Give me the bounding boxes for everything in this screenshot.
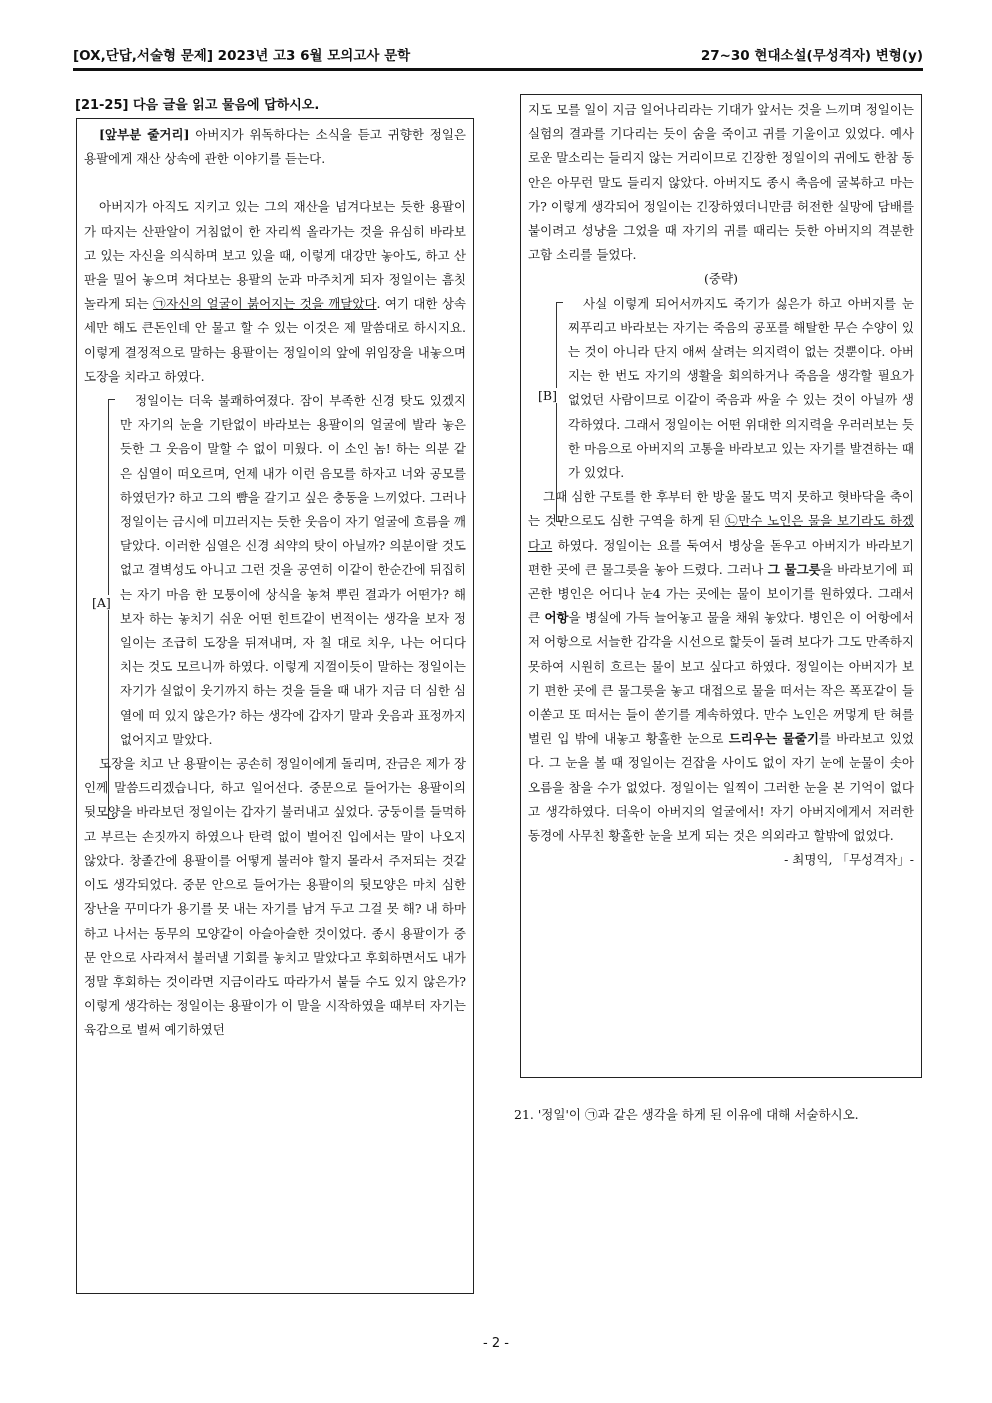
para2-text-b: 하였다. 정일이는 요를 둑여서 병상을 돋우고 아버지가 바라보기 편한 곳에 큰 물그릇을 놓아 드렸다. 그러나 [528,537,914,577]
bracket-b-block [538,292,914,486]
para1-text-a: 아버지가 아직도 지키고 있는 그의 재산을 넘겨다보는 듯한 용팔이가 따지는 산판알이 거침없이 한 자리씩 올라가는 것을 유심히 바라보고 있는 자신을 의식하며 보고 있을 때, 이렇게 대강만 놓아도, 하고 산판을 밀어 놓으며 쳐다보는 용팔의 눈과 마주치게 되자 정일이는 흠칫 놀라게 되는 [84,199,466,312]
bracket-b-label: [B] [538,387,557,403]
right-paragraph-1: 지도 모를 일이 지금 일어나리라는 기대가 앞서는 것을 느끼며 정일이는 실험의 결과를 기다리는 듯이 숨을 죽이고 귀를 기울이고 있었다. 예사로운 말소리는 들리지 않는 거리이므로 긴장한 정일이의 귀에도 한참 동안은 아무런 말도 들리지 않았다. 아버지도 종시 축음에 굴복하고 마는가? 이렇게 생각되어 정일이는 긴장하였더니만큼 허전한 실망에 담배를 붙이려고 성냥을 그었을 때 자기의 귀를 때리는 듯한 아버지의 격분한 고함 소리를 들었다. [528,102,914,263]
page-number: - 2 - [483,1336,509,1351]
question-number: 21. [514,1107,534,1122]
header-title: [OX,단답,서술형 문제] 2023년 고3 6월 모의고사 문학 [73,48,411,64]
bracket-a-block [92,389,466,752]
para1-text-b: . 여기 대한 상속세만 해도 큰돈인데 안 물고 할 수 있는 이것은 제 말씀대로 하시지요. 이렇게 결정적으로 말하는 용팔이는 정일이의 앞에 위임장을 내놓으며 도장을 치라고 하였다. [84,296,466,384]
right-paragraph-2 [528,485,914,848]
summary-paragraph [84,123,466,171]
header-rule [73,68,923,71]
bold-water-stream: 드리우는 물줄기 [728,731,819,747]
passage-left-box [76,118,474,1294]
page-header [73,42,923,72]
bracket-b-line [556,302,563,522]
bracket-a-label: [A] [92,595,111,611]
para2-text-e: 를 바라보고 있었다. 그 눈을 볼 때 정일이는 걷잡을 사이도 없이 자기 눈에 눈물이 솟아 오름을 참을 수가 없었다. 정일이는 일찍이 그러한 눈을 본 기억이 없다고 생각하였다. 더욱이 아버지의 얼굴에서! 자기 아버지에게서 저러한 동경에 사무친 황홀한 눈을 보게 되는 것은 의외라고 할밖에 없었다. [528,731,914,844]
bold-fishbowl: 어항 [544,610,569,626]
para2-text-a: 그때 심한 구토를 한 후부터 한 방울 물도 먹지 못하고 혓바닥을 축이는 것만으로도 심한 구역을 하게 된 [528,489,914,529]
summary-label: [앞부분 줄거리] [99,127,190,142]
source-citation: - 최명익, 「무성격자」- [784,852,914,868]
question-text: '정일'이 ㉠과 같은 생각을 하게 된 이유에 대해 서술하시오. [537,1107,859,1122]
para2-text-d: 을 병실에 가득 늘어놓고 물을 채워 놓았다. 병인은 이 어항에서 저 어항으로 서늘한 감각을 시선으로 핥듯이 돌려 보다가 그도 만족하지 못하여 시원히 흐르는 물이 보고 싶다고 하였다. 정일이는 아버지가 보기 편한 곳에 큰 물그릇을 놓고 대접으로 물을 떠서는 작은 폭포같이 들이쏟고 또 떠서는 들이 쏟기를 계속하였다. 만수 노인은 꺼멓게 탄 혀를 벌린 입 밖에 내놓고 황홀한 눈으로 [528,610,914,747]
question-paragraph [514,1103,924,1127]
para2-text-c: 을 바라보기에 피곤한 병인은 어디나 눈4 가는 곳에는 물이 보이기를 원하였다. 그래서 큰 [528,561,914,626]
summary-text: 아버지가 위독하다는 소식을 듣고 귀향한 정일은 용팔에게 재산 상속에 관한 이야기를 듣는다. [84,127,466,167]
underline-nieun: ㉡만수 노인은 물을 보기라도 하겠다고 [528,513,914,553]
header-section: 27~30 현대소설(무성격자) 변형(y) [700,48,923,64]
bracket-b-text: 사실 이렇게 되어서까지도 죽기가 싫은가 하고 아버지를 눈 찌푸리고 바라보는 자기는 죽음의 공포를 해탈한 무슨 수양이 있는 것이 아니라 단지 애써 살려는 의지력이 없는 것뿐이다. 아버지는 한 번도 자기의 생활을 회의하거나 죽음을 생각할 필요가 없었던 사람이므로 이같이 죽음과 싸울 수 있는 것이 아닐까 생각하였다. 그래서 정일이는 어떤 위대한 의지력을 우러러보는 듯한 마음으로 아버지의 고통을 바라보고 있는 자기를 발견하는 때가 있었다. [568,295,914,481]
question-21 [514,1103,924,1127]
omission-mark: (중략) [704,271,738,287]
bold-water-bowl: 그 물그릇 [767,561,821,577]
instruction: [21-25] 다음 글을 읽고 물음에 답하시오. [75,98,320,113]
passage-paragraph-2: 도장을 치고 난 용팔이는 공손히 정일이에게 돌리며, 잔금은 제가 장인께 말씀드리겠습니다, 하고 일어선다. 중문으로 들어가는 용팔이의 뒷모양을 바라보던 정일이는 갑자기 불러내고 싶었다. 궁둥이를 들먹하고 부르는 손짓까지 하였으나 탄력 없이 벌어진 입에서는 말이 나오지 않았다. 창졸간에 용팔이를 어떻게 불러야 할지 몰라서 주저되는 것같이도 생각되었다. 중문 안으로 들어가는 용팔이의 뒷모양은 마치 심한 장난을 꾸미다가 용기를 못 내는 자기를 남겨 두고 그걸 못 해? 내 하마 하고 나서는 동무의 모양같이 아슬아슬한 것이었다. 종시 용팔이가 중문 안으로 사라져서 불러낼 기회를 놓치고 말았다고 후회하면서도 내가 정말 후회하는 것이라면 지금이라도 따라가서 붙들 수도 있지 않은가? 이렇게 생각하는 정일이는 용팔이가 이 말을 시작하였을 때부터 자기는 육감으로 벌써 예기하였던 [84,756,466,1038]
underline-gyeok: ㉠자신의 얼굴이 붉어지는 것을 깨달았다 [153,296,377,312]
bracket-a-text: 정일이는 더욱 불쾌하여졌다. 잠이 부족한 신경 탓도 있겠지만 자기의 눈을 기탄없이 바라보는 용팔이의 얼굴에 발라 놓은 듯한 그 웃음이 말할 수 없이 미웠다. 이 소인 놈! 하는 의분 같은 심열이 떠오르며, 언제 내가 이런 음모를 하자고 너와 공모를 하였던가? 하고 그의 뺨을 갈기고 싶은 충동을 느끼었다. 그러나 정일이는 금시에 미끄러지는 듯한 웃음이 자기 얼굴에 흐름을 깨달았다. 이러한 심열은 신경 쇠약의 탓이 아닐까? 의분이랄 것도 없고 결벽성도 아니고 그런 것을 공연히 이같이 한순간에 뒤집히는 자기 마음 한 모퉁이에 상식을 놓쳐 뿌린 결과가 어떤가? 해 보자 하는 놓치기 쉬운 어떤 힌트같이 번적이는 생각을 보자 정일이는 조급히 도장을 뒤져내며, 자 칠 대로 치우, 나는 어디다 치는 것도 모르니까 하였다. 이렇게 지껄이듯이 말하는 정일이는 자기가 실없이 웃기까지 하는 것을 들을 때 내가 지금 더 심한 심열에 떠 있지 않은가? 하는 생각에 갑자기 말과 웃음과 표정까지 없어지고 말았다. [120,393,466,747]
passage-paragraph-1 [84,195,466,389]
passage-right-box [520,94,922,1078]
